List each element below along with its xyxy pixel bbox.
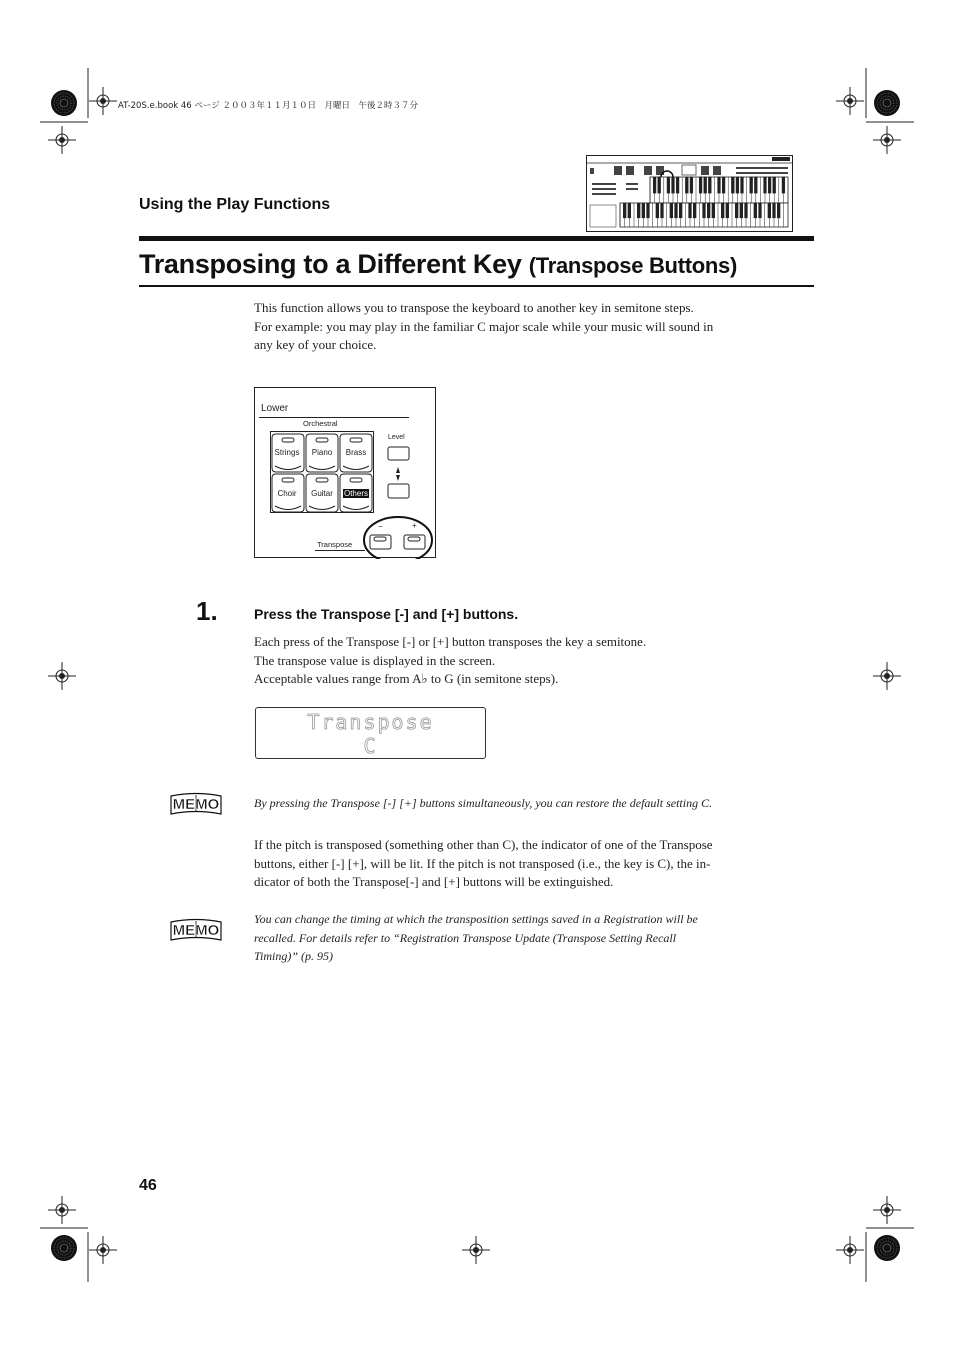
para-line: If the pitch is transposed (something other than C), the indicator of one of the Transpose <box>254 837 713 852</box>
strings-button-label: Strings <box>274 448 300 457</box>
intro-line: This function allows you to transpose the keyboard to another key in semitone steps. <box>254 300 694 315</box>
choir-button-label: Choir <box>277 489 297 498</box>
step-line: Acceptable values range from A♭ to G (in semitone steps). <box>254 671 559 686</box>
transpose-label-rule <box>315 550 365 551</box>
crosshair-icon <box>89 1236 117 1264</box>
transpose-label: Transpose <box>317 540 353 549</box>
print-header: AT-20S.e.book 46 ページ ２００３年１１月１０日 月曜日 午後２時３７分 <box>118 101 418 111</box>
indicator-paragraph <box>254 836 764 892</box>
title-rule-bottom <box>139 285 814 287</box>
page-title-main: Transposing to a Different Key <box>139 249 522 279</box>
brass-button-label: Brass <box>345 448 367 457</box>
memo-line: recalled. For details refer to “Registration Transpose Update (Transpose Setting Recall <box>254 930 677 945</box>
memo-note-1: By pressing the Transpose [-] [+] buttons simultaneously, you can restore the default setting C. <box>254 796 713 810</box>
page-title-paren: (Transpose Buttons) <box>528 253 737 278</box>
memo-icon <box>168 792 224 818</box>
intro-line: For example: you may play in the familiar C major scale while your music will sound in <box>254 318 714 334</box>
memo-line: Timing)” (p. 95) <box>254 949 334 963</box>
crosshair-icon <box>48 662 76 690</box>
panel-button-graphics <box>255 388 437 559</box>
memo-icon-label: MEMO <box>172 922 220 939</box>
page-number: 46 <box>139 1177 157 1194</box>
lcd-line-1: Transpose <box>307 710 434 734</box>
crosshair-icon <box>873 126 901 154</box>
transpose-minus-label: − <box>378 522 383 531</box>
step-title: Press the Transpose [-] and [+] buttons. <box>254 606 519 622</box>
crosshair-icon <box>89 87 117 115</box>
guitar-button-label: Guitar <box>311 489 333 498</box>
lcd-line-2: C <box>363 734 378 758</box>
panel-group-label: Orchestral <box>303 419 338 428</box>
others-selected-label: Others <box>343 489 368 498</box>
crosshair-icon <box>836 1236 864 1264</box>
para-line: buttons, either [-] [+], will be lit. If the pitch is not transposed (i.e., the key is C), the in- <box>254 855 711 871</box>
others-button-label <box>339 489 373 498</box>
crosshair-icon <box>873 662 901 690</box>
lcd-display <box>255 707 486 759</box>
para-line: dicator of both the Transpose[-] and [+] buttons will be extinguished. <box>254 874 614 889</box>
registration-mark-icon <box>874 1235 900 1261</box>
registration-mark-icon <box>51 90 77 116</box>
panel-section-label: Lower <box>261 403 289 414</box>
crosshair-icon <box>873 1196 901 1224</box>
memo-icon-label: MEMO <box>172 796 220 813</box>
intro-paragraph <box>254 299 764 355</box>
level-label: Level <box>388 434 405 441</box>
page-title <box>139 249 737 280</box>
crosshair-icon <box>48 126 76 154</box>
registration-mark-icon <box>874 90 900 116</box>
step-line: Each press of the Transpose [-] or [+] button transposes the key a semitone. <box>254 634 647 649</box>
memo-note-2 <box>254 910 754 966</box>
memo-icon <box>168 918 224 944</box>
registration-mark-icon <box>51 1235 77 1261</box>
step-line: The transpose value is displayed in the screen. <box>254 652 496 668</box>
memo-line: You can change the timing at which the transposition settings saved in a Registration will be <box>254 912 698 926</box>
step-body <box>254 633 764 689</box>
section-label: Using the Play Functions <box>139 196 331 213</box>
crosshair-icon <box>462 1236 490 1264</box>
crosshair-icon <box>48 1196 76 1224</box>
piano-button-label: Piano <box>311 448 333 457</box>
crosshair-icon <box>836 87 864 115</box>
intro-line: any key of your choice. <box>254 337 377 352</box>
step-number: 1. <box>196 596 218 626</box>
title-rule-top <box>139 236 814 241</box>
panel-illustration <box>254 387 436 558</box>
organ-thumbnail-icon <box>586 155 793 232</box>
transpose-plus-label: + <box>412 521 417 530</box>
